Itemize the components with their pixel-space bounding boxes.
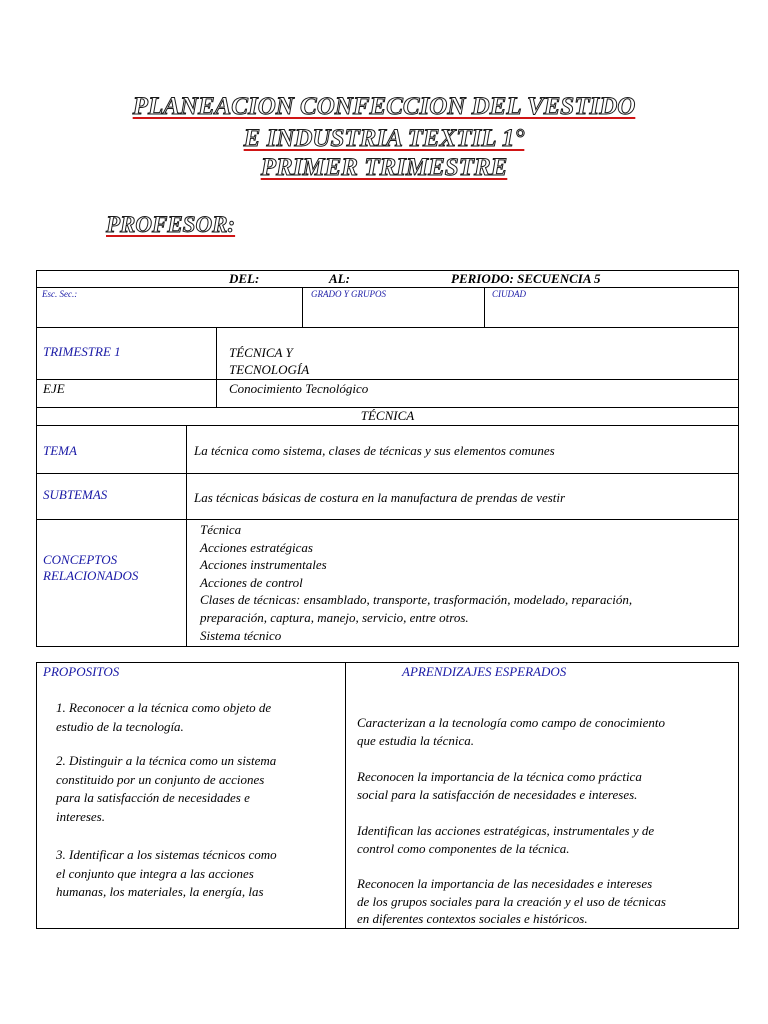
del-label: DEL:: [229, 271, 260, 286]
ciudad-label: CIUDAD: [492, 289, 526, 299]
list-item: Acciones instrumentales: [200, 557, 327, 573]
aprendizajes-header: APRENDIZAJES ESPERADOS: [402, 664, 567, 679]
conceptos-list: [200, 521, 632, 644]
list-item: Técnica: [200, 522, 242, 537]
tema-label: TEMA: [43, 443, 77, 458]
proposito-item-3: 3. Identificar a los sistemas técnicos como el conjunto que integra a las acciones humanas, los materiales, la energía, las: [56, 847, 277, 900]
aprendizaje-item-3: Identifican las acciones estratégicas, instrumentales y de control como componentes de la técnica.: [357, 823, 655, 856]
title-line-2: E INDUSTRIA TEXTIL 1°: [243, 125, 525, 152]
subtemas-label: SUBTEMAS: [43, 487, 108, 502]
aprendizaje-item-4: Reconocen la importancia de las necesidades e intereses de los grupos sociales para la creación y el uso de técnicas en diferentes contextos sociales e históricos.: [357, 876, 666, 926]
proposito-item-2: 2. Distinguir a la técnica como un sistema constituido por un conjunto de acciones para la satisfacción de necesidades e intereses.: [56, 753, 277, 825]
table-border-bottom: [36, 646, 739, 647]
subtemas-value: Las técnicas básicas de costura en la manufactura de prendas de vestir: [194, 490, 566, 505]
aprendizaje-item-1: Caracterizan a la tecnología como campo de conocimiento que estudia la técnica.: [357, 715, 665, 748]
materia-value: TÉCNICA Y TECNOLOGÍA: [229, 345, 310, 377]
trimestre-label: TRIMESTRE 1: [43, 344, 121, 359]
esc-sec-label: Esc. Sec.:: [42, 289, 78, 299]
periodo-label: PERIODO: SECUENCIA 5: [451, 271, 601, 286]
list-item: Clases de técnicas: ensamblado, transporte, trasformación, modelado, reparación,: [200, 592, 633, 608]
aprendizaje-item-2: Reconocen la importancia de la técnica como práctica social para la satisfacción de necesidades e intereses.: [357, 769, 642, 802]
tema-value: La técnica como sistema, clases de técnicas y sus elementos comunes: [194, 443, 555, 458]
grado-grupos-label: GRADO Y GRUPOS: [311, 289, 386, 299]
list-item: Acciones estratégicas: [200, 539, 313, 555]
list-item: Acciones de control: [200, 574, 303, 590]
eje-value: Conocimiento Tecnológico: [229, 381, 369, 396]
propositos-header: PROPOSITOS: [43, 664, 120, 679]
professor-label: PROFESOR:: [106, 212, 236, 237]
conceptos-label: CONCEPTOS RELACIONADOS: [43, 552, 139, 583]
title-line-1: PLANEACION CONFECCION DEL VESTIDO: [132, 93, 636, 120]
table-border-top: [36, 270, 739, 271]
list-item: preparación, captura, manejo, servicio, entre otros.: [200, 609, 469, 625]
al-label: AL:: [329, 271, 350, 286]
eje-label: EJE: [43, 381, 65, 396]
list-item: Sistema técnico: [200, 627, 282, 643]
bloque-title: TÉCNICA: [360, 408, 415, 423]
title-line-3: PRIMER TRIMESTRE: [260, 154, 508, 181]
proposito-item-1: 1. Reconocer a la técnica como objeto de estudio de la tecnología.: [56, 700, 272, 734]
